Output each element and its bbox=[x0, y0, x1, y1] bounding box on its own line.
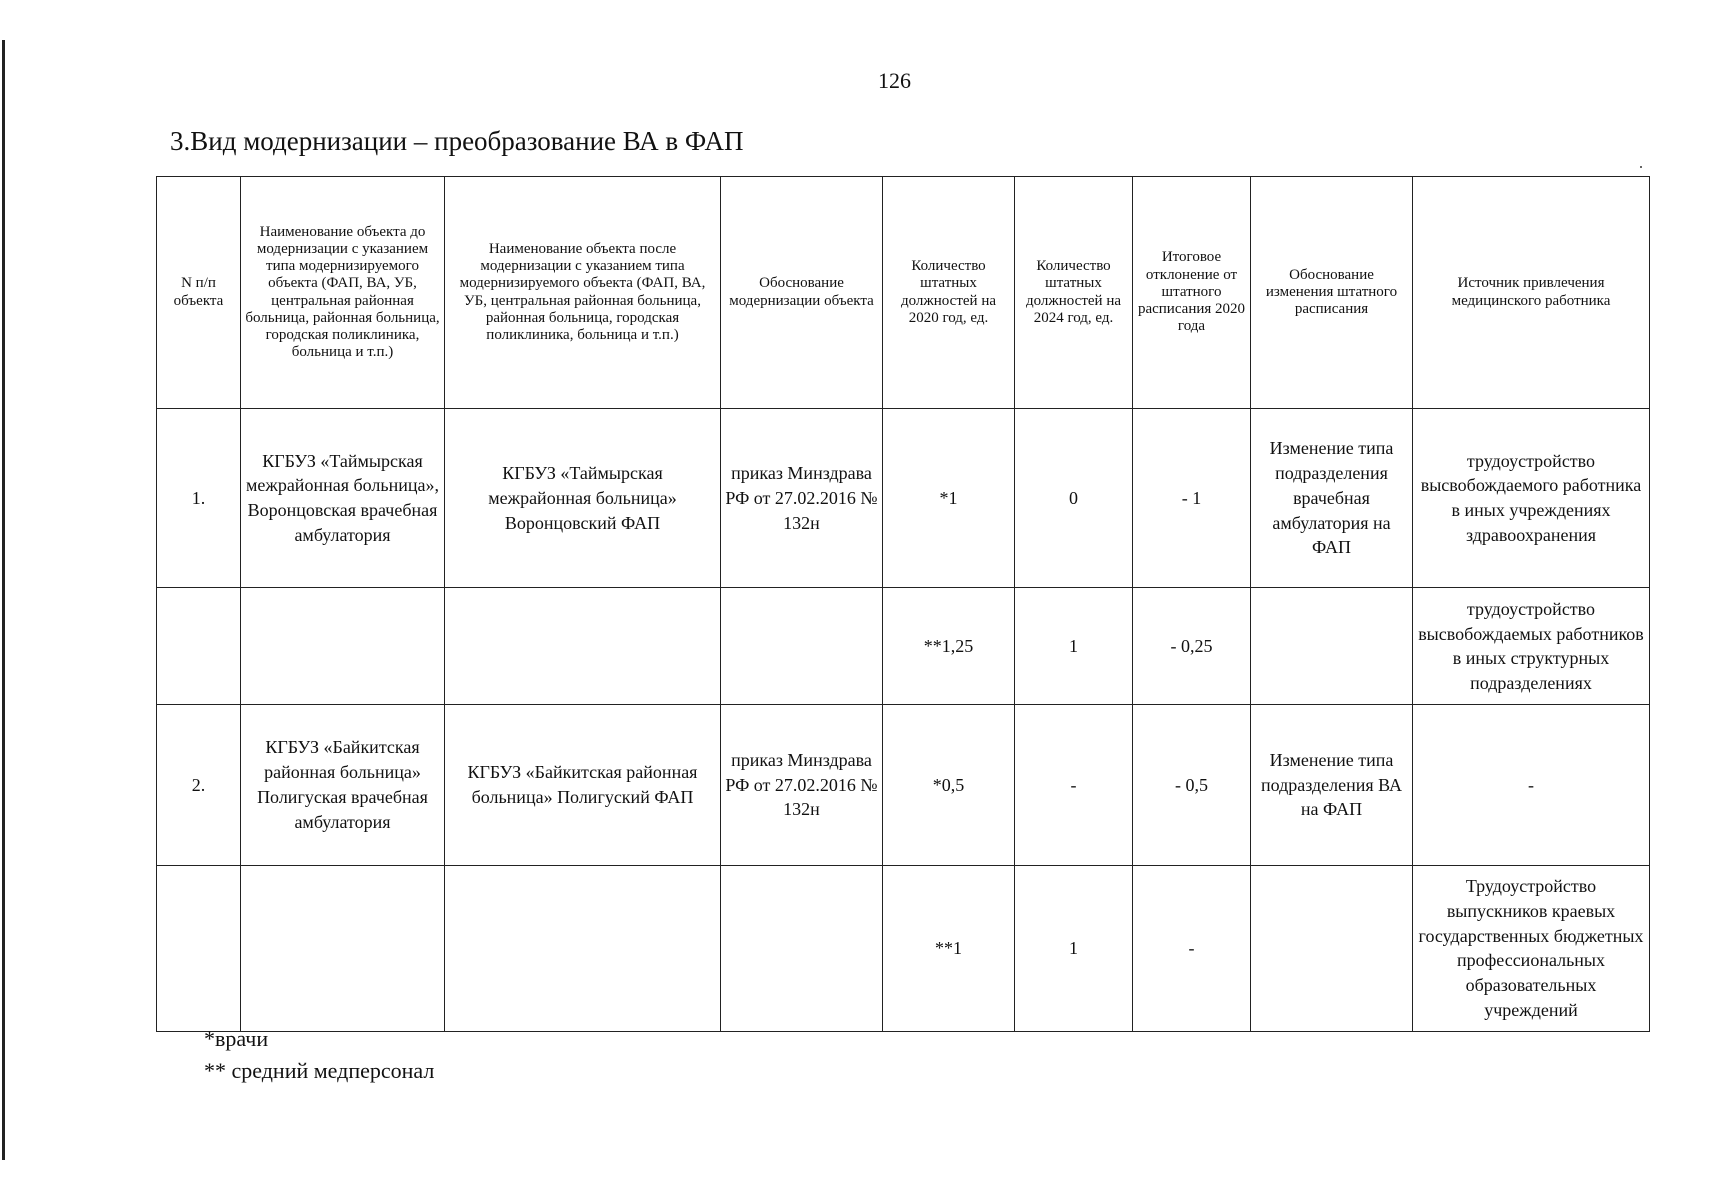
modernization-table bbox=[156, 176, 1650, 1032]
cell-number: 2. bbox=[157, 705, 241, 865]
cell-deviation: - 0,5 bbox=[1133, 705, 1251, 865]
header-cell-deviation: Итоговое отклонение от штатного расписания 2020 года bbox=[1133, 177, 1251, 409]
cell-source: трудоустройство высвобождаемого работника в иных учреждениях здравоохранения bbox=[1413, 409, 1650, 588]
cell-source: - bbox=[1413, 705, 1650, 865]
cell-staff-2024: 1 bbox=[1015, 865, 1133, 1031]
header-cell-source: Источник привлечения медицинского работника bbox=[1413, 177, 1650, 409]
cell-basis bbox=[721, 588, 883, 705]
cell-change-basis bbox=[1251, 865, 1413, 1031]
cell-object-before: КГБУЗ «Байкитская районная больница» Полигуская врачебная амбулатория bbox=[241, 705, 445, 865]
header-cell-object-after: Наименование объекта после модернизации с указанием типа модернизируемого объекта (ФАП, ВА, УБ, центральная районная больница, районная больница, городская поликлиника, больница и т.п.) bbox=[445, 177, 721, 409]
cell-deviation: - 1 bbox=[1133, 409, 1251, 588]
header-cell-staff-2020: Количество штатных должностей на 2020 год, ед. bbox=[883, 177, 1015, 409]
header-cell-object-before: Наименование объекта до модернизации с указанием типа модернизируемого объекта (ФАП, ВА, УБ, центральная районная больница, районная больница, городская поликлиника, больница и т.п.) bbox=[241, 177, 445, 409]
cell-object-before bbox=[241, 865, 445, 1031]
cell-source: Трудоустройство выпускников краевых государственных бюджетных профессиональных образовательных учреждений bbox=[1413, 865, 1650, 1031]
cell-staff-2020: **1,25 bbox=[883, 588, 1015, 705]
cell-staff-2020: **1 bbox=[883, 865, 1015, 1031]
cell-staff-2020: *0,5 bbox=[883, 705, 1015, 865]
cell-basis: приказ Минздрава РФ от 27.02.2016 № 132н bbox=[721, 409, 883, 588]
cell-change-basis bbox=[1251, 588, 1413, 705]
table-row bbox=[157, 588, 1650, 705]
cell-object-before bbox=[241, 588, 445, 705]
cell-number: 1. bbox=[157, 409, 241, 588]
cell-staff-2024: 0 bbox=[1015, 409, 1133, 588]
cell-object-after bbox=[445, 865, 721, 1031]
cell-object-before: КГБУЗ «Таймырская межрайонная больница», Воронцовская врачебная амбулатория bbox=[241, 409, 445, 588]
cell-staff-2020: *1 bbox=[883, 409, 1015, 588]
cell-object-after: КГБУЗ «Таймырская межрайонная больница» Воронцовский ФАП bbox=[445, 409, 721, 588]
footnote-nursing-staff: ** средний медперсонал bbox=[204, 1058, 435, 1083]
table-row bbox=[157, 865, 1650, 1031]
cell-staff-2024: 1 bbox=[1015, 588, 1133, 705]
table-row bbox=[157, 705, 1650, 865]
cell-staff-2024: - bbox=[1015, 705, 1133, 865]
cell-change-basis: Изменение типа подразделения врачебная амбулатория на ФАП bbox=[1251, 409, 1413, 588]
header-cell-basis: Обоснование модернизации объекта bbox=[721, 177, 883, 409]
cell-object-after bbox=[445, 588, 721, 705]
cell-change-basis: Изменение типа подразделения ВА на ФАП bbox=[1251, 705, 1413, 865]
header-cell-change-basis: Обоснование изменения штатного расписания bbox=[1251, 177, 1413, 409]
footnote-doctors: *врачи bbox=[204, 1026, 269, 1051]
cell-source: трудоустройство высвобождаемых работников в иных структурных подразделениях bbox=[1413, 588, 1650, 705]
cell-basis bbox=[721, 865, 883, 1031]
scan-edge-rule bbox=[2, 40, 5, 1160]
table-row bbox=[157, 409, 1650, 588]
cell-basis: приказ Минздрава РФ от 27.02.2016 № 132н bbox=[721, 705, 883, 865]
cell-object-after: КГБУЗ «Байкитская районная больница» Полигуский ФАП bbox=[445, 705, 721, 865]
cell-deviation: - 0,25 bbox=[1133, 588, 1251, 705]
header-cell-number: N п/п объекта bbox=[157, 177, 241, 409]
cell-number bbox=[157, 865, 241, 1031]
header-row bbox=[157, 177, 1650, 409]
header-cell-staff-2024: Количество штатных должностей на 2024 год, ед. bbox=[1015, 177, 1133, 409]
cell-number bbox=[157, 588, 241, 705]
scan-artifact bbox=[1640, 166, 1642, 168]
section-title: 3.Вид модернизации – преобразование ВА в ФАП bbox=[170, 126, 744, 156]
cell-deviation: - bbox=[1133, 865, 1251, 1031]
page-number: 126 bbox=[878, 68, 911, 93]
